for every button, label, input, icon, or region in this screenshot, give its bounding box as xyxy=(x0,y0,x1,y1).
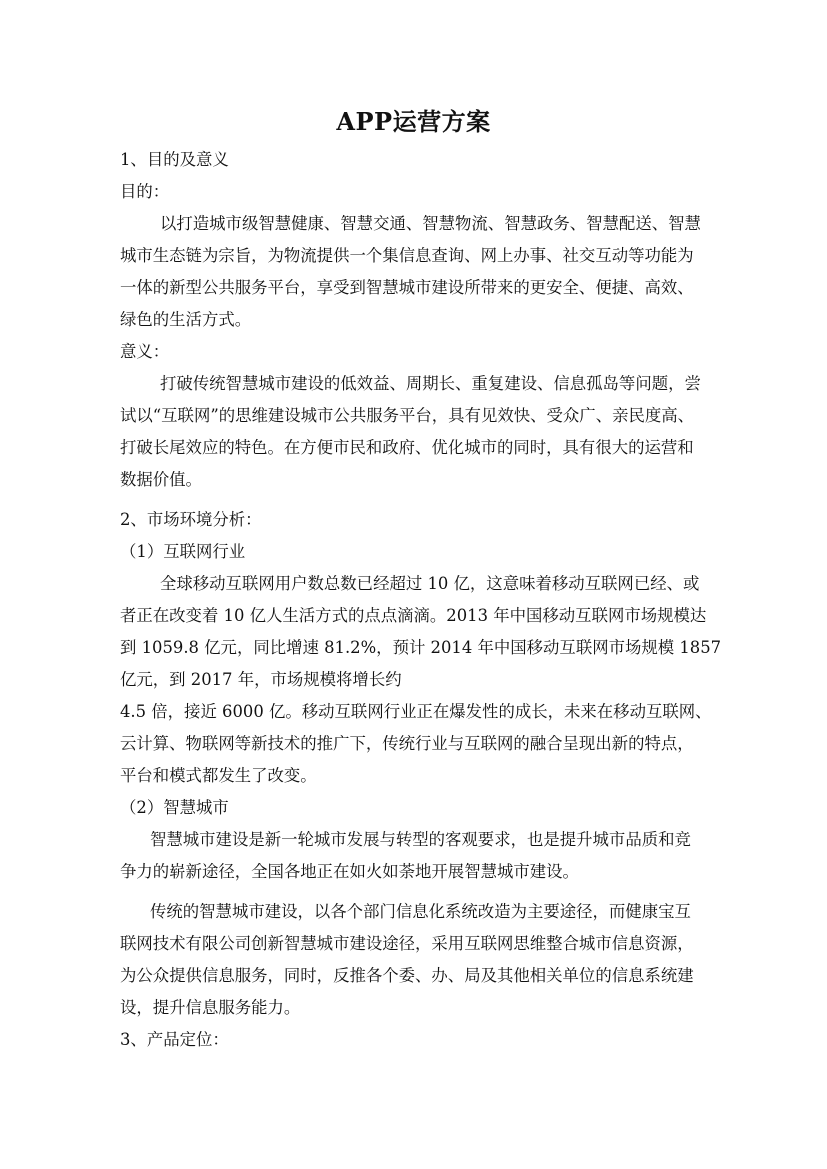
paragraph-line: 联网技术有限公司创新智慧城市建设途径，采用互联网思维整合城市信息资源， xyxy=(120,934,694,953)
subsection-heading-internet: （1）互联网行业 xyxy=(120,542,246,561)
paragraph-line: 智慧城市建设是新一轮城市发展与转型的客观要求，也是提升城市品质和竞 xyxy=(150,830,691,849)
paragraph-line: 到 1059.8 亿元，同比增速 81.2%，预计 2014 年中国移动互联网市场规模 1857 xyxy=(120,638,722,657)
paragraph-line: 以打造城市级智慧健康、智慧交通、智慧物流、智慧政务、智慧配送、智慧 xyxy=(160,214,701,233)
paragraph-line: 数据价值。 xyxy=(120,470,202,489)
paragraph-line: 云计算、物联网等新技术的推广下，传统行业与互联网的融合呈现出新的特点， xyxy=(120,734,694,753)
paragraph-line: 打破传统智慧城市建设的低效益、周期长、重复建设、信息孤岛等问题，尝 xyxy=(160,374,701,393)
paragraph-line: 争力的崭新途径，全国各地正在如火如荼地开展智慧城市建设。 xyxy=(120,862,579,881)
subsection-heading-smart-city: （2）智慧城市 xyxy=(120,798,229,817)
paragraph-line: 一体的新型公共服务平台，享受到智慧城市建设所带来的更安全、便捷、高效、 xyxy=(120,278,694,297)
section-heading-2: 2、市场环境分析： xyxy=(120,510,262,529)
paragraph-line: 城市生态链为宗旨，为物流提供一个集信息查询、网上办事、社交互动等功能为 xyxy=(120,246,694,265)
paragraph-line: 亿元，到 2017 年，市场规模将增长约 xyxy=(120,670,402,689)
document-title: APP运营方案 xyxy=(336,107,491,136)
paragraph-line: 为公众提供信息服务，同时，反推各个委、办、局及其他相关单位的信息系统建 xyxy=(120,966,694,985)
subheading-significance: 意义： xyxy=(120,342,170,361)
paragraph-line: 打破长尾效应的特色。在方便市民和政府、优化城市的同时，具有很大的运营和 xyxy=(120,438,694,457)
paragraph-line: 设，提升信息服务能力。 xyxy=(120,998,301,1017)
paragraph-line: 全球移动互联网用户数总数已经超过 10 亿，这意味着移动互联网已经、或 xyxy=(160,574,700,593)
section-heading-3: 3、产品定位： xyxy=(120,1030,229,1049)
paragraph-line: 者正在改变着 10 亿人生活方式的点点滴滴。2013 年中国移动互联网市场规模达 xyxy=(120,606,707,625)
paragraph-line: 试以“互联网”的思维建设城市公共服务平台，具有见效快、受众广、亲民度高、 xyxy=(120,406,695,425)
subheading-purpose: 目的： xyxy=(120,182,170,201)
paragraph-line: 传统的智慧城市建设，以各个部门信息化系统改造为主要途径，而健康宝互 xyxy=(150,902,691,921)
paragraph-line: 平台和模式都发生了改变。 xyxy=(120,766,317,785)
paragraph-line: 绿色的生活方式。 xyxy=(120,310,252,329)
section-heading-1: 1、目的及意义 xyxy=(120,150,229,169)
paragraph-line: 4.5 倍，接近 6000 亿。移动互联网行业正在爆发性的成长，未来在移动互联网、 xyxy=(120,702,712,721)
